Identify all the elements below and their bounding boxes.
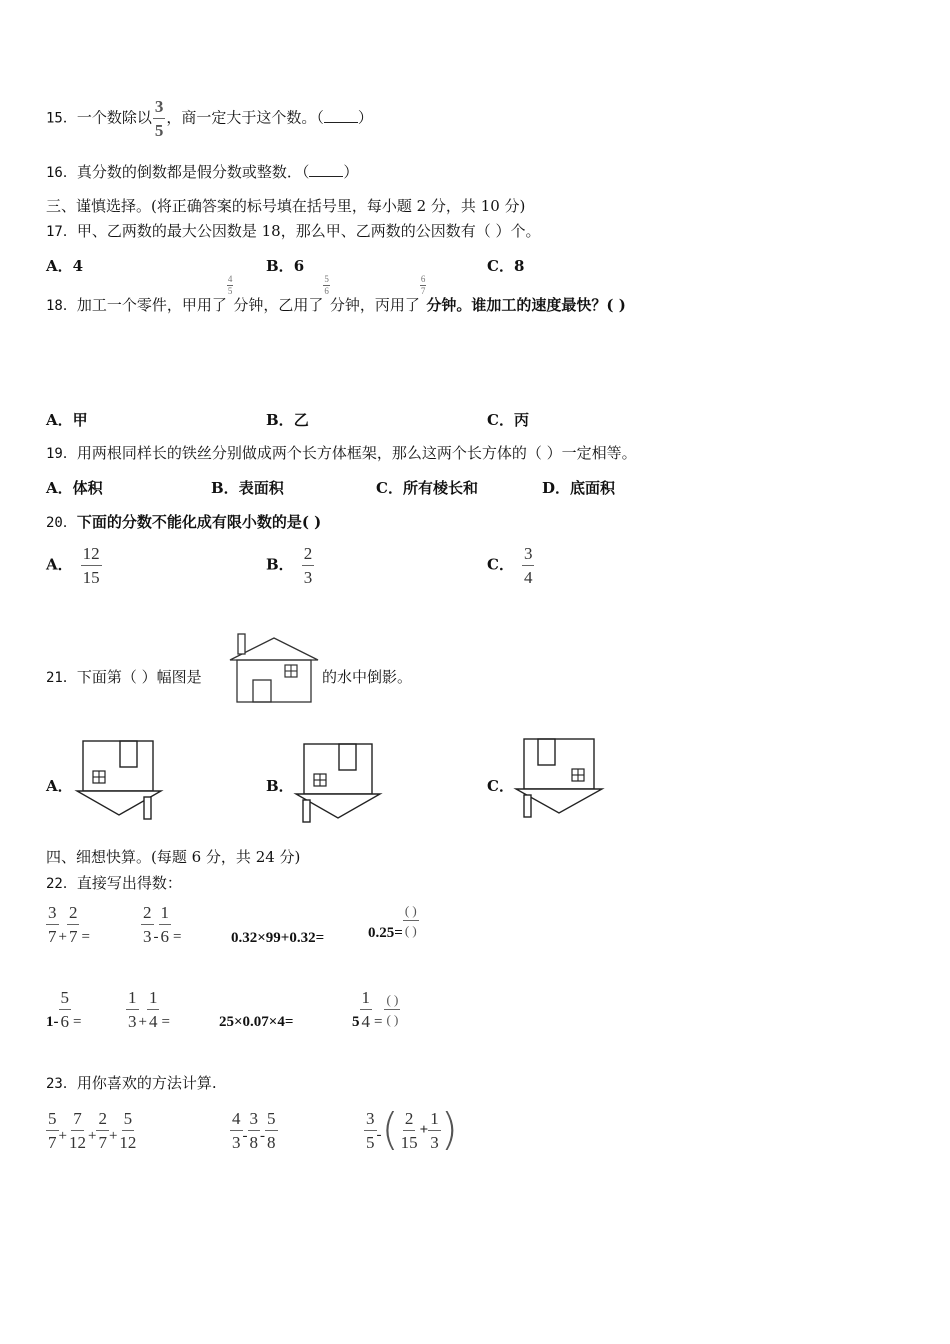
denominator: 4 bbox=[361, 1012, 370, 1031]
question-21-lead bbox=[46, 666, 202, 687]
operator: + bbox=[138, 1013, 147, 1030]
question-text: 下面第（ ）幅图是 bbox=[76, 668, 202, 686]
expression-23-2 bbox=[230, 1110, 278, 1151]
numerator: 4 bbox=[227, 274, 233, 284]
operator: + bbox=[108, 1127, 118, 1144]
numerator: 1 bbox=[360, 989, 373, 1010]
fraction bbox=[302, 545, 315, 586]
question-number: 18． bbox=[46, 298, 77, 314]
fraction bbox=[46, 904, 59, 945]
question-number: 16． bbox=[46, 165, 77, 181]
numerator: 1 bbox=[428, 1110, 441, 1131]
fraction bbox=[420, 275, 427, 297]
question-text: 的水中倒影。 bbox=[322, 668, 413, 686]
numerator: 5 bbox=[324, 274, 329, 284]
answer-blank[interactable] bbox=[324, 110, 358, 123]
denominator-slot[interactable]: ( ) bbox=[386, 1012, 399, 1027]
numerator-slot[interactable]: ( ) bbox=[384, 993, 400, 1010]
operator: - bbox=[153, 928, 159, 945]
expression-text: 1- bbox=[46, 1013, 59, 1030]
numerator: 12 bbox=[81, 545, 102, 566]
equals: = bbox=[173, 928, 182, 945]
answer-fraction[interactable] bbox=[403, 904, 419, 937]
denominator-slot[interactable]: ( ) bbox=[404, 923, 417, 938]
denominator: 8 bbox=[249, 1133, 258, 1152]
option-a[interactable]: A．甲 bbox=[46, 411, 88, 429]
denominator: 6 bbox=[60, 1012, 69, 1031]
option-b[interactable] bbox=[266, 545, 314, 586]
fraction bbox=[141, 904, 154, 945]
question-text: 一个数除以 bbox=[76, 108, 152, 127]
denominator: 5 bbox=[227, 286, 233, 296]
numerator: 5 bbox=[122, 1110, 135, 1131]
expression-23-3 bbox=[364, 1104, 458, 1155]
fraction bbox=[364, 1110, 377, 1151]
expression-22-2 bbox=[141, 904, 181, 945]
expression-22-6 bbox=[126, 989, 170, 1030]
question-number: 17． bbox=[46, 224, 77, 240]
option-b[interactable]: B．乙 bbox=[266, 411, 309, 429]
fraction bbox=[59, 989, 72, 1030]
option-label: B． bbox=[266, 555, 294, 574]
denominator: 3 bbox=[303, 568, 313, 587]
numerator-slot[interactable]: ( ) bbox=[403, 904, 419, 921]
denominator: 3 bbox=[232, 1133, 241, 1152]
numerator: 4 bbox=[230, 1110, 243, 1131]
fraction bbox=[67, 904, 80, 945]
numerator: 2 bbox=[403, 1110, 416, 1131]
question-text: 分钟。谁加工的速度最快？( ) bbox=[426, 296, 626, 314]
expression-22-5 bbox=[46, 989, 81, 1030]
fraction bbox=[67, 1110, 88, 1151]
fraction bbox=[248, 1110, 261, 1151]
fraction bbox=[360, 989, 373, 1030]
right-paren: ) bbox=[440, 1104, 458, 1155]
option-c[interactable] bbox=[487, 545, 534, 586]
fraction bbox=[117, 1110, 138, 1151]
numerator: 5 bbox=[59, 989, 72, 1010]
question-text: 分钟，乙用了 bbox=[233, 296, 324, 314]
question-number: 23． bbox=[46, 1076, 77, 1092]
expression-text: 0.25= bbox=[368, 924, 403, 941]
question-number: 21． bbox=[46, 670, 77, 686]
option-b[interactable]: B．6 bbox=[266, 257, 305, 275]
fraction bbox=[230, 1110, 243, 1151]
fraction bbox=[323, 275, 330, 297]
question-18 bbox=[46, 274, 626, 317]
denominator: 7 bbox=[48, 927, 57, 946]
operator: + bbox=[58, 928, 67, 945]
fraction bbox=[522, 545, 535, 586]
numerator: 3 bbox=[46, 904, 59, 925]
question-number: 15． bbox=[46, 110, 77, 127]
question-text: ） bbox=[357, 108, 373, 127]
expression-22-8 bbox=[352, 989, 400, 1030]
numerator: 1 bbox=[159, 904, 172, 925]
denominator: 5 bbox=[154, 121, 164, 140]
equals: = bbox=[161, 1013, 170, 1030]
denominator: 15 bbox=[82, 568, 100, 587]
fraction bbox=[153, 98, 166, 139]
operator: - bbox=[376, 1127, 382, 1143]
expression-22-1 bbox=[46, 904, 90, 945]
denominator: 8 bbox=[267, 1133, 276, 1152]
numerator: 2 bbox=[67, 904, 80, 925]
fraction bbox=[81, 545, 102, 586]
numerator: 3 bbox=[364, 1110, 377, 1131]
left-paren: ( bbox=[381, 1104, 399, 1155]
denominator: 3 bbox=[143, 927, 152, 946]
denominator: 15 bbox=[400, 1132, 418, 1152]
option-c[interactable]: C．丙 bbox=[487, 411, 529, 429]
operator: + bbox=[87, 1127, 97, 1144]
question-text: 用你喜欢的方法计算. bbox=[76, 1074, 217, 1092]
question-17 bbox=[46, 220, 541, 241]
option-d[interactable]: D．底面积 bbox=[542, 479, 616, 497]
fraction bbox=[265, 1110, 278, 1151]
expression-22-4 bbox=[368, 903, 419, 941]
reflected-house-icon[interactable] bbox=[77, 739, 165, 821]
denominator: 6 bbox=[324, 286, 329, 296]
reflected-house-icon[interactable] bbox=[296, 742, 384, 824]
option-b[interactable]: B．表面积 bbox=[211, 479, 284, 497]
numerator: 2 bbox=[302, 545, 315, 566]
option-label: C． bbox=[487, 555, 514, 574]
question-23 bbox=[46, 1072, 217, 1093]
reflected-house-icon[interactable] bbox=[516, 737, 606, 819]
equals: = bbox=[73, 1013, 82, 1030]
question-text: ） bbox=[343, 163, 359, 181]
denominator: 7 bbox=[98, 1133, 107, 1152]
numerator: 3 bbox=[522, 545, 535, 566]
denominator: 7 bbox=[48, 1133, 57, 1152]
question-number: 19． bbox=[46, 446, 77, 462]
operator: + bbox=[419, 1122, 429, 1138]
question-text: 下面的分数不能化成有限小数的是( ) bbox=[76, 513, 322, 531]
question-22 bbox=[46, 872, 182, 893]
fraction bbox=[126, 989, 139, 1030]
answer-blank[interactable] bbox=[309, 164, 343, 177]
question-number: 22． bbox=[46, 876, 77, 892]
numerator: 6 bbox=[420, 274, 426, 284]
denominator: 5 bbox=[366, 1132, 375, 1152]
question-text: 加工一个零件，甲用了 bbox=[76, 296, 227, 314]
denominator: 4 bbox=[148, 1012, 158, 1031]
question-text: 直接写出得数： bbox=[76, 874, 182, 892]
option-a-label[interactable]: A． bbox=[46, 777, 73, 795]
operator: - bbox=[260, 1127, 265, 1144]
question-text: 用两根同样长的铁丝分别做成两个长方体框架，那么这两个长方体的（ ）一定相等。 bbox=[76, 444, 637, 462]
option-b-label[interactable]: B． bbox=[266, 777, 294, 795]
option-label: A． bbox=[46, 555, 73, 574]
question-text: 甲、乙两数的最大公因数是 18，那么甲、乙两数的公因数有（ ）个。 bbox=[76, 222, 541, 240]
question-16 bbox=[46, 161, 358, 182]
expression-22-7: 25×0.07×4= bbox=[219, 1014, 294, 1030]
question-20 bbox=[46, 511, 321, 532]
question-15 bbox=[46, 98, 373, 139]
fraction bbox=[399, 1110, 420, 1151]
option-c[interactable]: C．8 bbox=[487, 257, 525, 275]
fraction bbox=[159, 904, 172, 945]
question-text: 真分数的倒数都是假分数或整数．（ bbox=[76, 163, 310, 181]
numerator: 3 bbox=[153, 98, 166, 119]
equals: = bbox=[374, 1013, 383, 1030]
fraction bbox=[428, 1110, 441, 1151]
denominator: 6 bbox=[160, 927, 169, 946]
option-a[interactable]: A．体积 bbox=[46, 479, 103, 497]
numerator: 7 bbox=[71, 1110, 84, 1131]
numerator: 2 bbox=[141, 904, 154, 925]
denominator: 7 bbox=[420, 286, 426, 296]
fraction bbox=[46, 1110, 59, 1151]
numerator: 5 bbox=[265, 1110, 278, 1131]
answer-fraction[interactable] bbox=[384, 993, 400, 1026]
fraction bbox=[227, 275, 234, 297]
numerator: 1 bbox=[126, 989, 139, 1010]
numerator: 5 bbox=[46, 1110, 59, 1131]
fraction bbox=[96, 1110, 109, 1151]
denominator: 4 bbox=[523, 568, 533, 587]
option-c-label[interactable]: C． bbox=[487, 777, 514, 795]
denominator: 3 bbox=[430, 1132, 439, 1152]
numerator: 3 bbox=[248, 1110, 261, 1131]
operator: - bbox=[242, 1127, 248, 1144]
question-text: 分钟，丙用了 bbox=[329, 296, 420, 314]
denominator: 12 bbox=[68, 1133, 86, 1152]
expression-22-3: 0.32×99+0.32= bbox=[231, 930, 325, 946]
fraction bbox=[147, 989, 160, 1030]
expression-text: 5 bbox=[352, 1013, 360, 1030]
numerator: 1 bbox=[147, 989, 160, 1010]
numerator: 2 bbox=[96, 1110, 109, 1131]
house-icon bbox=[229, 634, 319, 704]
section-4-title: 四、细想快算。(每题 6 分，共 24 分) bbox=[46, 848, 301, 866]
question-19 bbox=[46, 442, 637, 463]
operator: + bbox=[58, 1127, 67, 1144]
option-a[interactable]: A．4 bbox=[46, 257, 84, 275]
expression-23-1 bbox=[46, 1110, 138, 1151]
denominator: 12 bbox=[119, 1133, 137, 1152]
option-a[interactable] bbox=[46, 545, 102, 586]
denominator: 7 bbox=[68, 927, 78, 946]
denominator: 3 bbox=[128, 1012, 137, 1031]
question-number: 20． bbox=[46, 515, 77, 531]
option-c[interactable]: C．所有棱长和 bbox=[376, 479, 478, 497]
question-text: ，商一定大于这个数。（ bbox=[166, 108, 324, 127]
section-3-title: 三、谨慎选择。(将正确答案的标号填在括号里，每小题 2 分，共 10 分) bbox=[46, 197, 526, 215]
equals: = bbox=[81, 928, 90, 945]
